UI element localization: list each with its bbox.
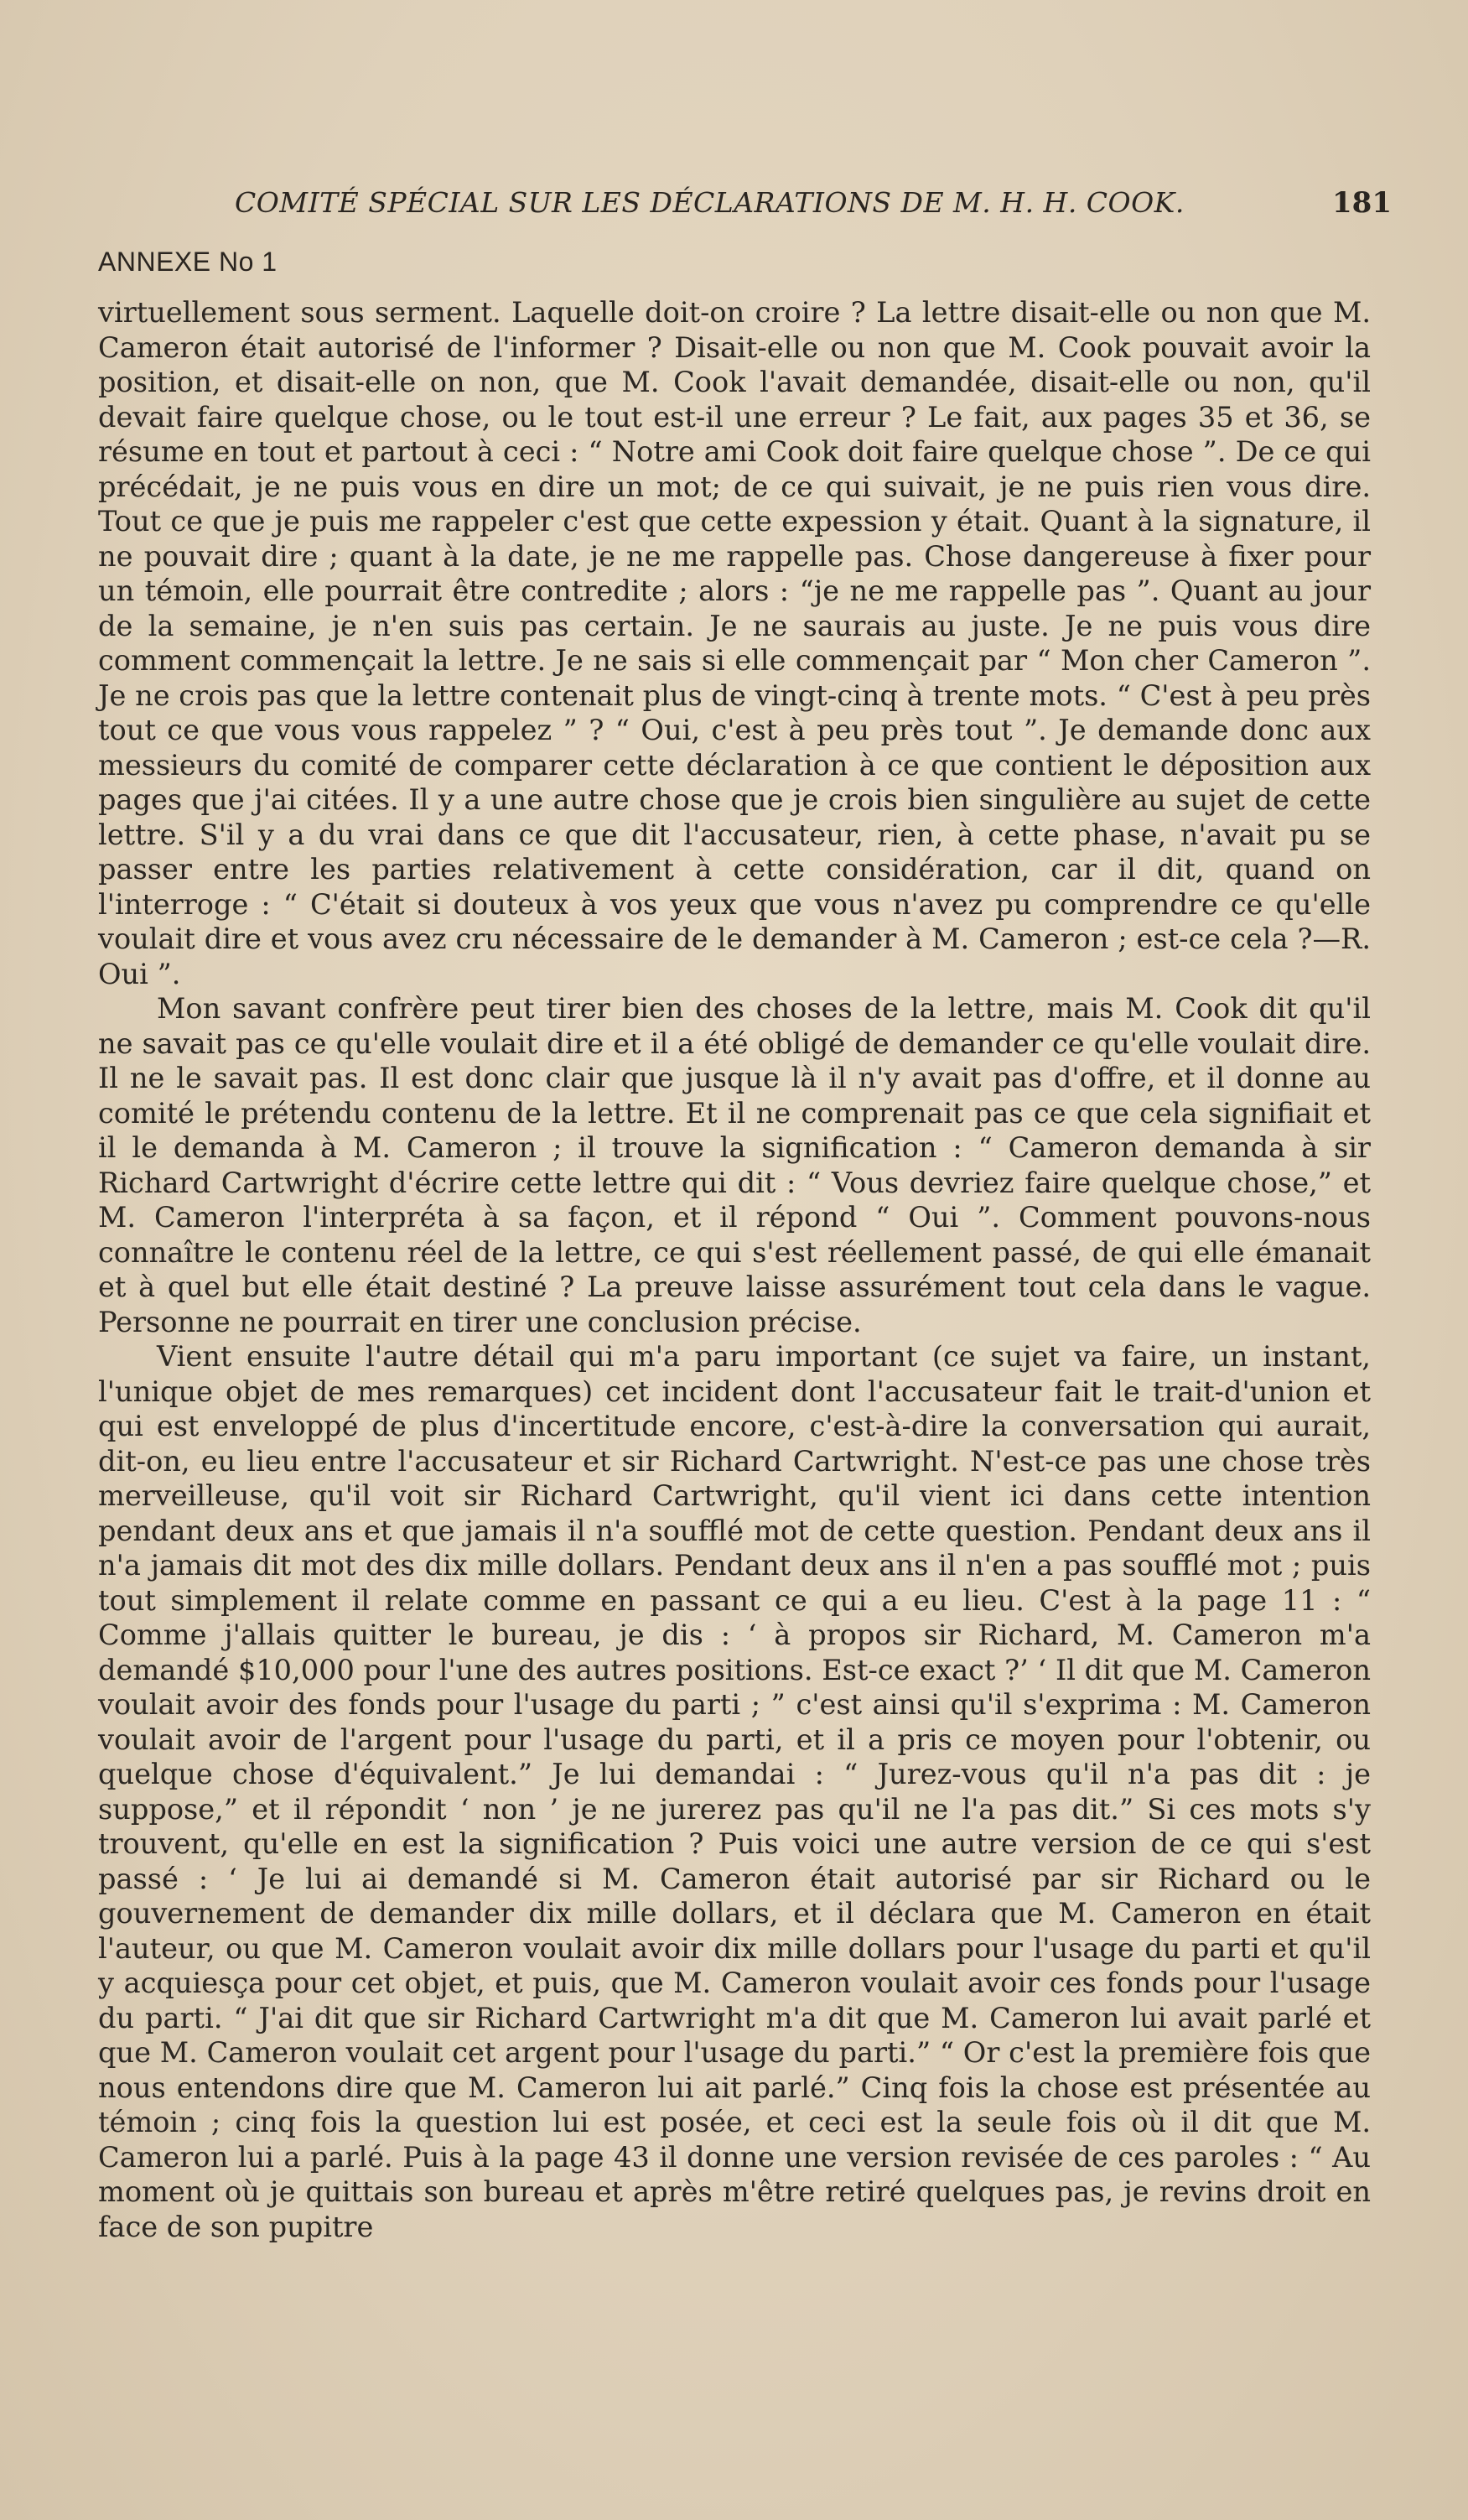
body-text (98, 295, 1371, 2244)
paragraph-3: Vient ensuite l'autre détail qui m'a paru important (ce sujet va faire, un instant, l'unique objet de mes remarques) cet incident dont l'accusateur fait le trait-d'union et qui est enveloppé de plus d'incertitude encore, c'est-à-dire la conversation qui aurait, dit-on, eu lieu entre l'accusateur et sir Richard Cartwright. N'est-ce pas une chose très merveilleuse, qu'il voit sir Richard Cartwright, qu'il vient ici dans cette intention pendant deux ans et que jamais il n'a soufflé mot de cette question. Pendant deux ans il n'a jamais dit mot des dix mille dollars. Pendant deux ans il n'en a pas soufflé mot ; puis tout simplement il relate comme en passant ce qui a eu lieu. C'est à la page 11 : “ Comme j'allais quitter le bureau, je dis : ‘ à propos sir Richard, M. Cameron m'a demandé $10,000 pour l'une des autres positions. Est-ce exact ?’ ‘ Il dit que M. Cameron voulait avoir des fonds pour l'usage du parti ; ” c'est ainsi qu'il s'exprima : M. Cameron voulait avoir de l'argent pour l'usage du parti, et il a pris ce moyen pour l'obtenir, ou quelque chose d'équivalent.” Je lui demandai : “ Jurez-vous qu'il n'a pas dit : je suppose,” et il répondit ‘ non ’ je ne jurerez pas qu'il ne l'a pas dit.” Si ces mots s'y trouvent, qu'elle en est la signification ? Puis voici une autre version de ce qui s'est passé : ‘ Je lui ai demandé si M. Cameron était autorisé par sir Richard ou le gouvernement de demander dix mille dollars, et il déclara que M. Cameron en était l'auteur, ou que M. Cameron voulait avoir dix mille dollars pour l'usage du parti et qu'il y acquiesça pour cet objet, et puis, que M. Cameron voulait avoir ces fonds pour l'usage du parti. “ J'ai dit que sir Richard Cartwright m'a dit que M. Cameron lui avait parlé et que M. Cameron voulait cet argent pour l'usage du parti.” “ Or c'est la première fois que nous entendons dire que M. Cameron lui ait parlé.” Cinq fois la chose est présentée au témoin ; cinq fois la question lui est posée, et ceci est la seule fois où il dit que M. Cameron lui a parlé. Puis à la page 43 il donne une version revisée de ces paroles : “ Au moment où je quittais son bureau et après m'être retiré quelques pas, je revins droit en face de son pupitre (98, 1340, 1371, 2243)
running-head: COMITÉ SPÉCIAL SUR LES DÉCLARATIONS DE M. H. H. COOK. (235, 186, 1185, 219)
paragraph-2: Mon savant confrère peut tirer bien des choses de la lettre, mais M. Cook dit qu'il ne savait pas ce qu'elle voulait dire et il a été obligé de demander ce qu'elle voulait dire. Il ne le savait pas. Il est donc clair que jusque là il n'y avait pas d'offre, et il donne au comité le prétendu contenu de la lettre. Et il ne comprenait pas ce que cela signifiait et il le demanda à M. Cameron ; il trouve la signification : “ Cameron demanda à sir Richard Cartwright d'écrire cette lettre qui dit : “ Vous devriez faire quelque chose,” et M. Cameron l'interpréta à sa façon, et il répond “ Oui ”. Comment pouvons-nous connaître le contenu réel de la lettre, ce qui s'est réellement passé, de qui elle émanait et à quel but elle était destiné ? La preuve laisse assurément tout cela dans le vague. Personne ne pourrait en tirer une conclusion précise. (98, 992, 1371, 1338)
paragraph-1: virtuellement sous serment. Laquelle doit-on croire ? La lettre disait-elle ou non que M. Cameron était autorisé de l'informer ? Disait-elle ou non que M. Cook pouvait avoir la position, et disait-elle on non, que M. Cook l'avait demandée, disait-elle ou non, qu'il devait faire quelque chose, ou le tout est-il une erreur ? Le fait, aux pages 35 et 36, se résume en tout et partout à ceci : “ Notre ami Cook doit faire quelque chose ”. De ce qui précédait, je ne puis vous en dire un mot; de ce qui suivait, je ne puis rien vous dire. Tout ce que je puis me rappeler c'est que cette expession y était. Quant à la signature, il ne pouvait dire ; quant à la date, je ne me rappelle pas. Chose dangereuse à fixer pour un témoin, elle pourrait être contredite ; alors : “je ne me rappelle pas ”. Quant au jour de la semaine, je n'en suis pas certain. Je ne saurais au juste. Je ne puis vous dire comment commençait la lettre. Je ne sais si elle commençait par “ Mon cher Cameron ”. Je ne crois pas que la lettre contenait plus de vingt-cinq à trente mots. “ C'est à peu près tout ce que vous vous rappelez ” ? “ Oui, c'est à peu près tout ”. Je demande donc aux messieurs du comité de comparer cette déclaration à ce que contient le déposition aux pages que j'ai citées. Il y a une autre chose que je crois bien singulière au sujet de cette lettre. S'il y a du vrai dans ce que dit l'accusateur, rien, à cette phase, n'avait pu se passer entre les parties relativement à cette considération, car il dit, quand on l'interroge : “ C'était si douteux à vos yeux que vous n'avez pu comprendre ce qu'elle voulait dire et vous avez cru nécessaire de le demander à M. Cameron ; est-ce cela ?—R. Oui ”. (98, 296, 1371, 990)
page-number: 181 (1332, 186, 1392, 220)
page-header (101, 186, 1392, 228)
annex-label: ANNEXE No 1 (98, 247, 278, 277)
